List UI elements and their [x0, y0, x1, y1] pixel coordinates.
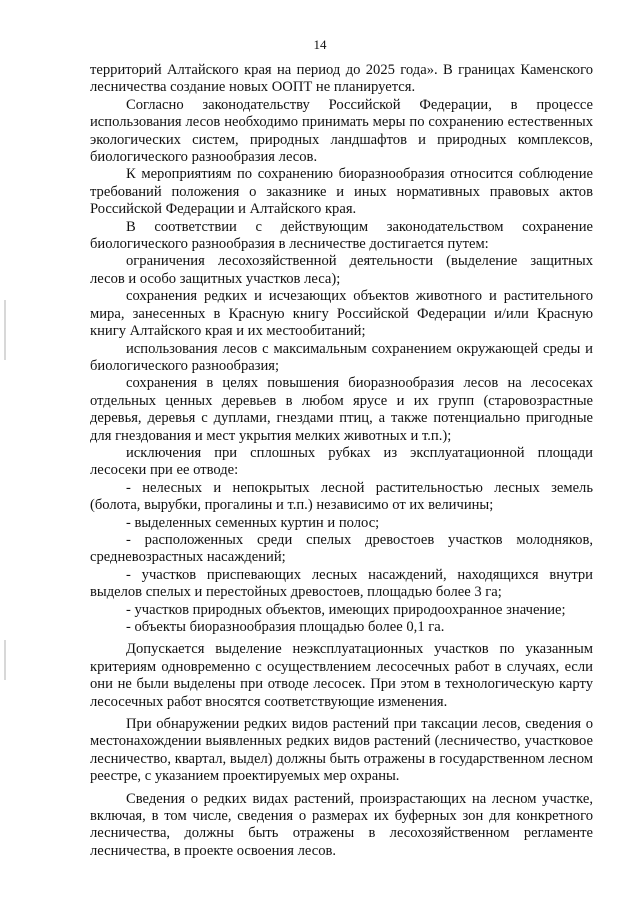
paragraph: При обнаружении редких видов растений при таксации лесов, сведения о местонахождении выявленных редких видов растений (лесничество, участковое лесничество, квартал, выдел) должны быть отражены в государственном лесном реестре, с указанием проектируемых мер охраны.: [90, 716, 593, 785]
paragraph: Сведения о редких видах растений, произрастающих на лесном участке, включая, в том числе, сведения о размерах их буферных зон для конкретного лесничества, должны быть отражены в лесохозяйственном регламенте лесничества, в проекте освоения лесов.: [90, 790, 593, 859]
sub-list-item: - выделенных семенных куртин и полос;: [126, 514, 380, 531]
sub-list-item: - объекты биоразнообразия площадью более 0,1 га.: [126, 619, 445, 635]
paragraph: Согласно законодательству Российской Федерации, в процессе использования лесов необходимо принимать меры по сохранению естественных экологических систем, природных ландшафтов и природных комплексов, биологического разнообразия лесов.: [90, 96, 593, 166]
sub-list-item: - нелесных и непокрытых лесной растительностью лесных земель (болота, вырубки, прогалины и т.п.) независимо от их величины;: [90, 479, 593, 514]
list-item: ограничения лесохозяйственной деятельности (выделение защитных лесов и особо защитных участков леса);: [90, 253, 593, 287]
paragraph: В соответствии с действующим законодательством сохранение биологического разнообразия в лесничестве достигается путем:: [90, 218, 593, 253]
sub-list-item: - участков природных объектов, имеющих природоохранное значение;: [126, 601, 566, 618]
sub-list-item: - расположенных среди спелых древостоев участков молодняков, средневозрастных насаждений;: [90, 531, 593, 566]
list-item: сохранения редких и исчезающих объектов животного и растительного мира, занесенных в Красную книгу Российской Федерации и/или Красную книгу Алтайского края и их местообитаний;: [90, 288, 593, 340]
list-item: использования лесов с максимальным сохранением окружающей среды и биологического разнообразия;: [90, 340, 593, 374]
scan-edge-mark: [4, 300, 6, 360]
page-number: 14: [313, 37, 327, 52]
list-item: исключения при сплошных рубках из эксплуатационной площади лесосеки при ее отводе:: [90, 444, 593, 479]
scan-edge-mark: [4, 640, 6, 680]
sub-list-item: - участков приспевающих лесных насаждений, находящихся внутри выделов спелых и перестойных древостоев, площадью более 3 га;: [90, 566, 593, 601]
paragraph-continuation: территорий Алтайского края на период до 2025 года». В границах Каменского лесничества создание новых ООПТ не планируется.: [90, 62, 593, 96]
paragraph: К мероприятиям по сохранению биоразнообразия относится соблюдение требований положения о заказнике и иных нормативных правовых актов Российской Федерации и Алтайского края.: [90, 166, 593, 218]
document-body: [90, 62, 593, 860]
list-item: сохранения в целях повышения биоразнообразия лесов на лесосеках отдельных ценных деревьев в любом ярусе и их групп (старовозрастные деревья, деревья с дуплами, гнездами птиц, а также потенциально пригодные для гнездования и мест укрытия мелких животных и т.п.);: [90, 375, 593, 444]
paragraph: Допускается выделение неэксплуатационных участков по указанным критериям одновременно с осуществлением лесосечных работ в случаях, если они не были выделены при отводе лесосек. При этом в технологическую карту лесосечных работ вносятся соответствующие изменения.: [90, 641, 593, 710]
